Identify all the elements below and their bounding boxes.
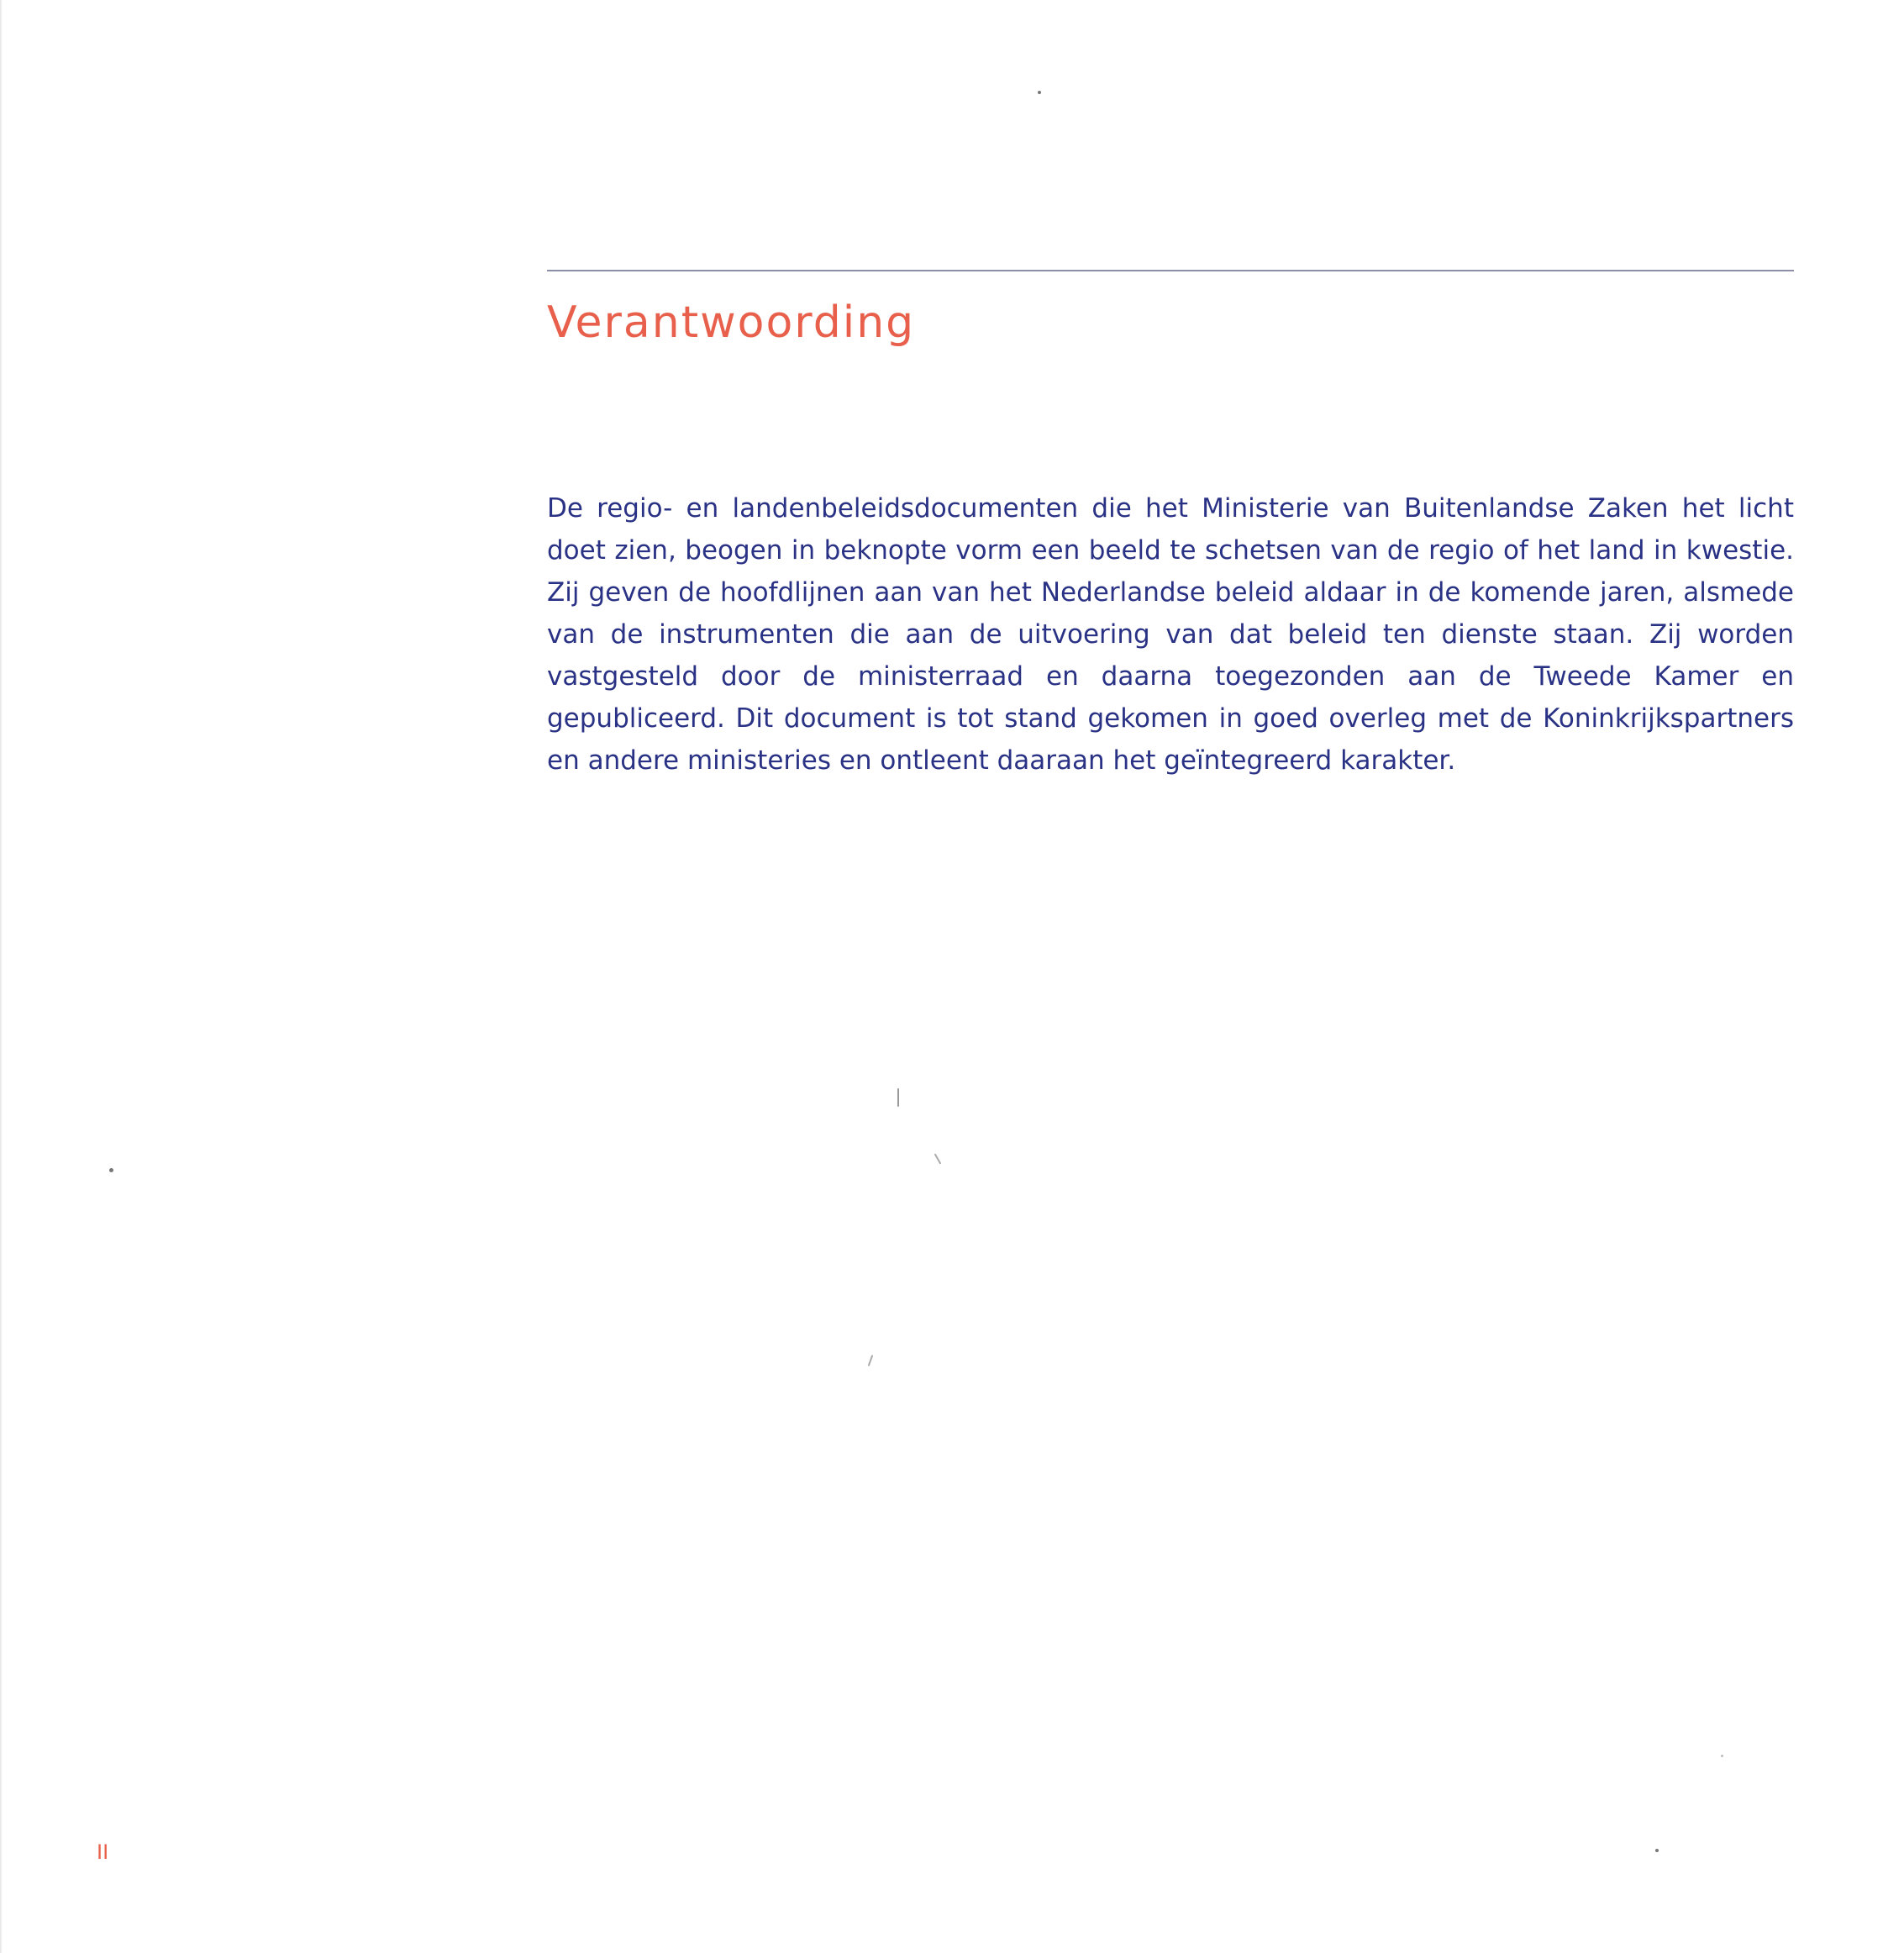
scan-speck (1038, 91, 1041, 94)
scan-speck (934, 1153, 942, 1164)
scan-speck (897, 1088, 899, 1107)
scan-speck (109, 1168, 113, 1172)
page-edge-shadow (0, 0, 3, 1953)
scan-speck (868, 1355, 874, 1366)
scan-speck (1721, 1755, 1723, 1757)
body-paragraph: De regio- en landenbeleidsdocumenten die het Ministerie van Buitenlandse Zaken het licht doet zien, beogen in beknopte vorm een beeld te schetsen van de regio of het land in kwestie. Zij geven de hoofdlijnen aan van het Nederlandse beleid aldaar in de komende jaren, alsmede van de instrumenten die aan de uitvoering van dat beleid ten dienste staan. Zij worden vastgesteld door de ministerraad en daarna toegezonden aan de Tweede Kamer en gepubliceerd. Dit document is tot stand gekomen in goed overleg met de Koninkrijkspartners en andere ministeries en ontleent daaraan het geïntegreerd karakter. (547, 493, 1794, 776)
page-number: II (97, 1840, 109, 1864)
header-rule (547, 270, 1794, 271)
page-title: Verantwoording (547, 297, 916, 348)
scan-speck (1655, 1849, 1659, 1852)
